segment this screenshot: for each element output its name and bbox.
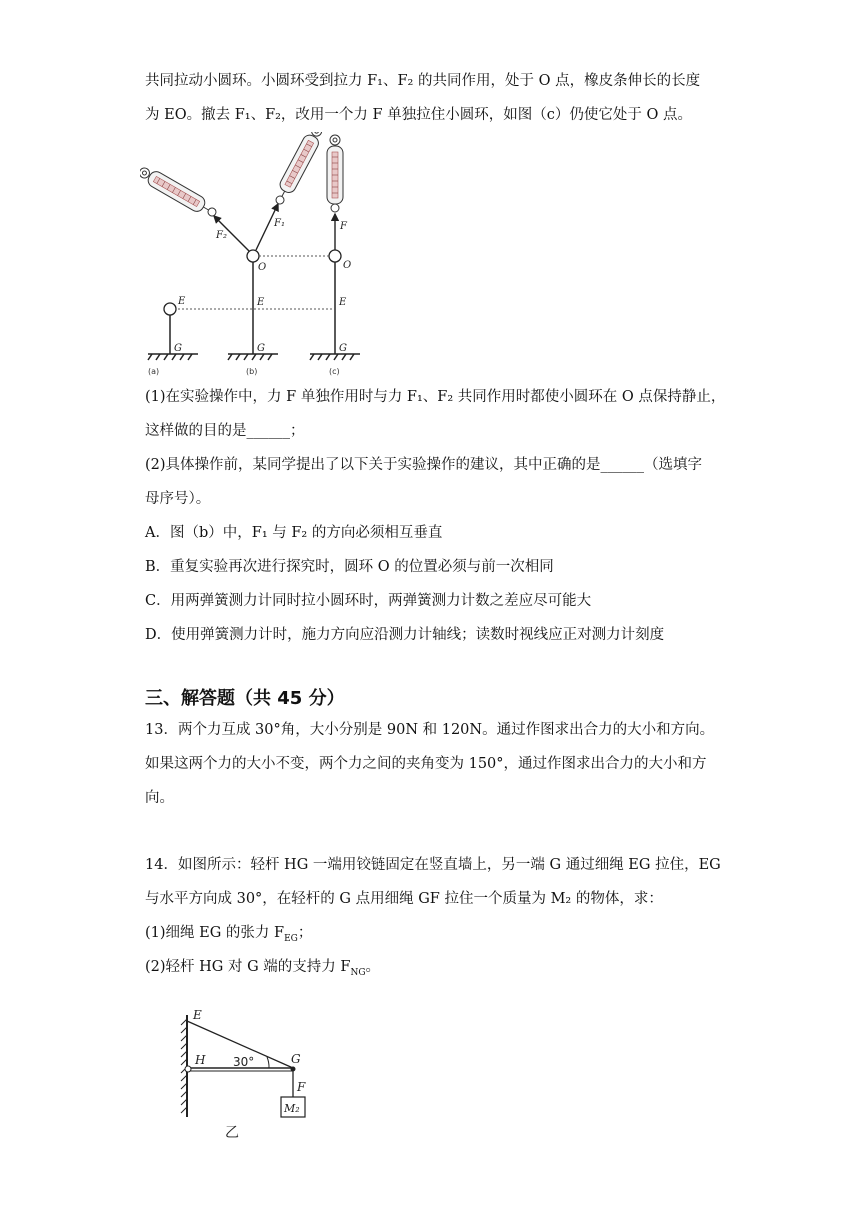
q12-option-d: D．使用弹簧测力计时，施力方向应沿测力计轴线；读数时视线应正对测力计刻度 xyxy=(145,627,665,643)
spring-balance-right xyxy=(271,132,326,207)
ring-c xyxy=(329,250,341,262)
hinge-H xyxy=(185,1066,191,1072)
q14-line-3: (1)细绳 EG 的张力 $F_{EG}$； xyxy=(145,925,313,944)
subscript-EG: EG xyxy=(284,933,298,944)
label-E-a: E xyxy=(178,296,186,307)
label-E: E xyxy=(193,1008,202,1022)
intro-line-1: 共同拉动小圆环。小圆环受到拉力 F₁、F₂ 的共同作用，处于 O 点，橡皮条伸长的长度 xyxy=(145,73,701,89)
caption-b: (b) xyxy=(246,367,258,376)
label-G-a: G xyxy=(174,343,182,354)
label-O-b: O xyxy=(258,262,267,273)
experiment-figure xyxy=(140,132,370,382)
ground-b xyxy=(228,354,278,360)
q14-line-1: 14．如图所示：轻杆 HG 一端用铰链固定在竖直墙上，另一端 G 通过细绳 EG 拉住，EG xyxy=(145,857,721,873)
ground-c xyxy=(310,354,360,360)
q13-line-1: 13．两个力互成 30°角，大小分别是 90N 和 120N。通过作图求出合力的大小和方向。 xyxy=(145,722,715,738)
q12-part2-line1: (2)具体操作前，某同学提出了以下关于实验操作的建议，其中正确的是______（选填字 xyxy=(145,457,703,473)
label-F2: F₂ xyxy=(216,230,227,241)
label-F: F xyxy=(297,1080,306,1094)
rod-rope-figure xyxy=(175,1005,335,1145)
subscript-NG: NG xyxy=(350,967,366,978)
q12-part2-line2: 母序号）。 xyxy=(145,491,211,507)
ring-a xyxy=(164,303,176,315)
q12-option-a: A．图（b）中，F₁ 与 F₂ 的方向必须相互垂直 xyxy=(145,525,443,541)
intro-line-2: 为 EO。撤去 F₁、F₂，改用一个力 F 单独拉住小圆环，如图（c）仍使它处于 O 点。 xyxy=(145,107,692,123)
figure-caption: 乙 xyxy=(225,1125,239,1141)
q12-option-b: B．重复实验再次进行探究时，圆环 O 的位置必须与前一次相同 xyxy=(145,559,554,575)
caption-c: (c) xyxy=(329,367,340,376)
label-G: G xyxy=(291,1052,301,1066)
label-F: F xyxy=(340,221,347,232)
label-H: H xyxy=(195,1053,206,1067)
label-O-c: O xyxy=(343,260,352,271)
label-G-c: G xyxy=(339,343,347,354)
label-E-b: E xyxy=(257,297,265,308)
label-angle: 30° xyxy=(233,1055,255,1069)
label-G-b: G xyxy=(257,343,265,354)
q13-line-2: 如果这两个力的大小不变，两个力之间的夹角变为 150°，通过作图求出合力的大小和方 xyxy=(145,756,707,772)
q14-line-4: (2)轻杆 HG 对 G 端的支持力 $F_{NG}$。 xyxy=(145,959,381,978)
ground-a xyxy=(148,354,198,360)
label-F1: F₁ xyxy=(274,218,285,229)
spring-balance-left xyxy=(140,164,219,221)
ring-b xyxy=(247,250,259,262)
caption-a: (a) xyxy=(148,367,160,376)
q12-part1-line1: (1)在实验操作中，力 F 单独作用时与力 F₁、F₂ 共同作用时都使小圆环在 O 点保持静止， xyxy=(145,389,726,405)
q14-line-2: 与水平方向成 30°，在轻杆的 G 点用细绳 GF 拉住一个质量为 M₂ 的物体，求： xyxy=(145,891,663,907)
spring-balance-vertical xyxy=(327,135,343,212)
section-heading: 三、解答题（共 45 分） xyxy=(145,688,345,709)
q12-part1-line2: 这样做的目的是______； xyxy=(145,423,305,439)
angle-arc xyxy=(267,1057,269,1068)
q13-line-3: 向。 xyxy=(145,790,174,806)
label-E-c: E xyxy=(339,297,347,308)
q12-option-c: C．用两弹簧测力计同时拉小圆环时，两弹簧测力计数之差应尽可能大 xyxy=(145,593,592,609)
label-mass: M₂ xyxy=(284,1102,300,1115)
